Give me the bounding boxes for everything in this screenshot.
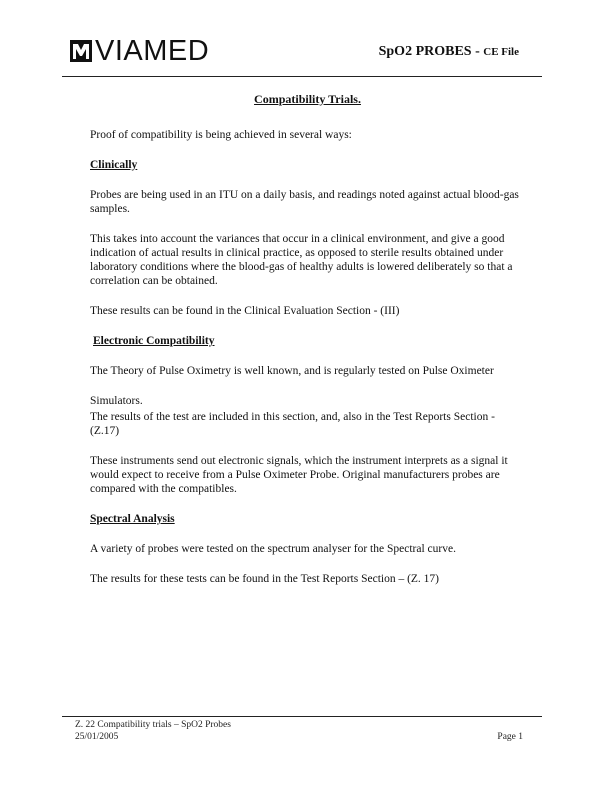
footer-date: 25/01/2005 [75,732,119,742]
intro-paragraph: Proof of compatibility is being achieved in several ways: [90,129,352,141]
section-heading-spectral-analysis: Spectral Analysis [90,513,175,525]
viamed-logo [70,35,209,67]
footer-divider [62,716,542,717]
paragraph: These results can be found in the Clinical Evaluation Section - (III) [90,305,400,317]
footer-page-number: Page 1 [497,732,523,742]
paragraph: The results of the test are included in this section, and, also in the Test Reports Section - (Z.17) [90,411,495,437]
document-body [90,92,525,602]
document-title [379,44,519,60]
page-footer [75,719,523,743]
viamed-logo-mark-icon [70,38,92,64]
paragraph: The results for these tests can be found in the Test Reports Section – (Z. 17) [90,573,440,585]
doc-title-main: SpO2 PROBES - [378,44,480,59]
paragraph: This takes into account the variances that occur in a clinical environment, and give a good indication of actual results in clinical practice, as opposed to sterile results obtained under laboratory conditions where the blood-gas of healthy adults is lowered deliberately so that a correlation can be obtained. [90,233,513,287]
logo-text: VIAMED [95,34,210,67]
paragraph: Probes are being used in an ITU on a daily basis, and readings noted against actual blood-gas samples. [90,189,519,215]
footer-document-ref: Z. 22 Compatibility trials – SpO2 Probes [75,720,231,730]
paragraph: These instruments send out electronic signals, which the instrument interprets as a signal it would expect to receive from a Pulse Oximeter Probe. Original manufacturers probes are compared with the compatibles. [90,455,508,495]
section-heading-electronic-compatibility: Electronic Compatibility [93,335,215,347]
section-heading-clinically: Clinically [90,159,138,171]
page-title: Compatibility Trials. [254,92,361,106]
paragraph: A variety of probes were tested on the spectrum analyser for the Spectral curve. [90,543,456,555]
paragraph: The Theory of Pulse Oximetry is well known, and is regularly tested on Pulse Oximeter [90,365,494,377]
header-divider [62,76,542,77]
paragraph: Simulators. [90,395,143,407]
doc-title-sub: CE File [483,46,519,58]
